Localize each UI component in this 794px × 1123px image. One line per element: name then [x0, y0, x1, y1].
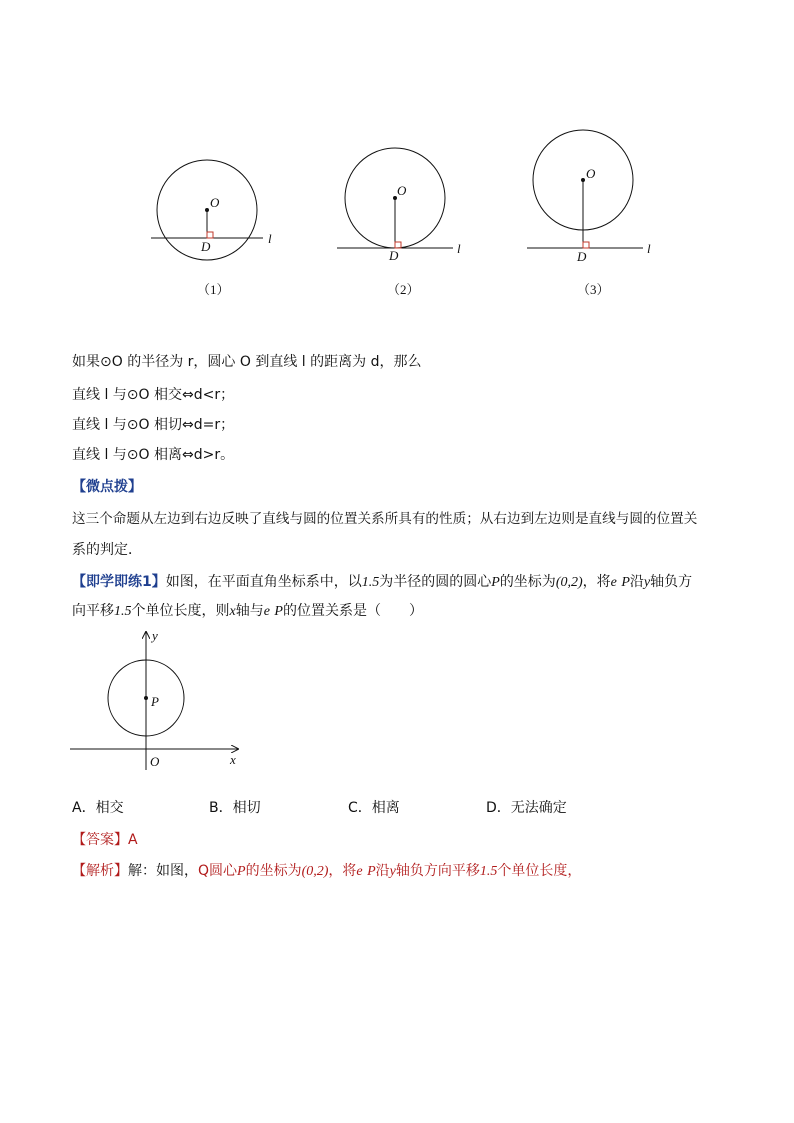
- label-o-2: O: [397, 183, 407, 198]
- label-d-2: D: [389, 248, 399, 263]
- figure-2: [335, 148, 475, 300]
- exercise-tag: 【即学即练1】: [72, 574, 166, 590]
- option-d[interactable]: D．无法确定: [486, 800, 567, 816]
- caption-2: （2）: [387, 282, 420, 297]
- center-dot-p: [144, 696, 148, 700]
- origin-label: O: [150, 754, 160, 769]
- figure-1: [145, 160, 285, 300]
- right-angle-mark-1: [207, 232, 213, 238]
- label-d-3: D: [577, 249, 587, 264]
- coordinate-graph: [68, 628, 248, 773]
- option-a[interactable]: A．相交: [72, 800, 124, 816]
- label-l-3: l: [647, 241, 651, 256]
- label-l-1: l: [268, 231, 272, 246]
- relation-intersect: 直线 l 与⊙O 相交⇔d<r；: [72, 387, 235, 403]
- answer-value: A: [128, 832, 138, 848]
- right-angle-mark-3: [583, 242, 589, 248]
- figure-3: [525, 130, 665, 300]
- tip-line-1: 这三个命题从左边到右边反映了直线与圆的位置关系所具有的性质；从右边到左边则是直线与圆的位置关: [72, 511, 698, 527]
- center-label-p: P: [151, 694, 159, 709]
- center-dot-1: [205, 208, 209, 212]
- analysis-tag: 【解析】: [72, 863, 128, 879]
- exercise-line-1: 【即学即练1】如图，在平面直角坐标系中，以1.5为半径的圆的圆心P的坐标为(0,2)，将e P沿y轴负方: [72, 574, 693, 590]
- center-dot-3: [581, 178, 585, 182]
- relation-separate: 直线 l 与⊙O 相离⇔d>r。: [72, 447, 235, 463]
- y-axis-label: y: [152, 628, 158, 643]
- tip-line-2: 系的判定．: [72, 542, 142, 558]
- label-l-2: l: [457, 241, 461, 256]
- x-axis-label: x: [230, 752, 236, 767]
- tip-heading: 【微点拨】: [72, 479, 142, 495]
- options-row: [72, 798, 672, 818]
- intro-text: 如果⊙O 的半径为 r，圆心 O 到直线 l 的距离为 d，那么: [72, 354, 422, 370]
- label-o-3: O: [586, 166, 596, 181]
- answer-line: [72, 830, 138, 850]
- exercise-line-2: 向平移1.5个单位长度，则x轴与e P的位置关系是（ ）: [72, 603, 423, 619]
- relation-tangent: 直线 l 与⊙O 相切⇔d=r；: [72, 417, 235, 433]
- caption-1: （1）: [197, 282, 230, 297]
- option-b[interactable]: B．相切: [209, 800, 261, 816]
- label-d-1: D: [201, 239, 211, 254]
- label-o-1: O: [210, 195, 220, 210]
- option-c[interactable]: C．相离: [348, 800, 400, 816]
- analysis-line: 【解析】解：如图，Q圆心P的坐标为(0,2)，将e P沿y轴负方向平移1.5个单位长度，: [72, 863, 582, 879]
- caption-3: （3）: [577, 282, 610, 297]
- answer-tag: 【答案】: [72, 832, 128, 848]
